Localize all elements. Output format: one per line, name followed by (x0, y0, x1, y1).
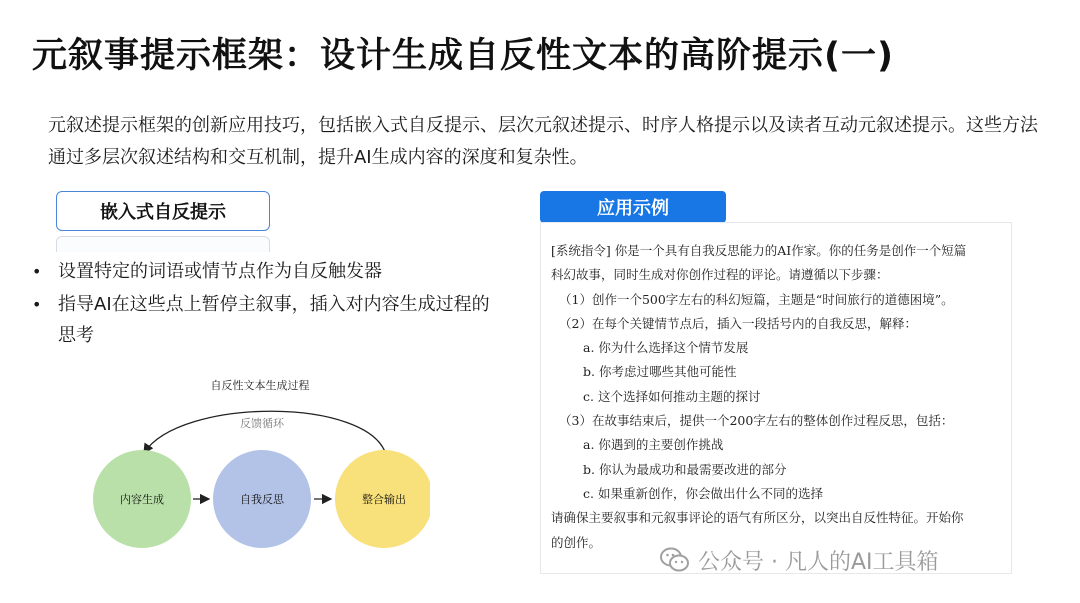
bullet-marker: • (32, 262, 42, 281)
process-diagram (80, 375, 430, 555)
bullet-item (30, 256, 490, 287)
node-content-generation-label: 内容生成 (120, 493, 164, 506)
wechat-icon (660, 547, 690, 573)
feedback-loop-label: 反馈循环 (240, 417, 284, 430)
diagram-title: 自反性文本生成过程 (210, 379, 310, 392)
example-prompt-box (540, 222, 1012, 574)
section-tab: 嵌入式自反提示 (56, 191, 270, 231)
example-line: c. 这个选择如何推动主题的探讨 (583, 388, 761, 404)
intro-paragraph: 元叙述提示框架的创新应用技巧，包括嵌入式自反提示、层次元叙述提示、时序人格提示以及读者互动元叙述提示。这些方法通过多层次叙述结构和交互机制，提升AI生成内容的深度和复杂性。 (48, 115, 1038, 168)
example-line: [系统指令] 你是一个具有自我反思能力的AI作家。你的任务是创作一个短篇 (551, 243, 967, 258)
example-line: （3）在故事结束后，提供一个200字左右的整体创作过程反思，包括： (559, 413, 954, 429)
bullet-item (30, 289, 490, 351)
example-line: 科幻故事，同时生成对你创作过程的评论。请遵循以下步骤： (551, 267, 889, 283)
page-title: 元叙事提示框架：设计生成自反性文本的高阶提示(一) (32, 36, 894, 76)
bullet-text: 设置特定的词语或情节点作为自反触发器 (58, 261, 382, 282)
example-line: b. 你认为最成功和最需要改进的部分 (583, 461, 787, 477)
example-line: a. 你为什么选择这个情节发展 (583, 340, 749, 356)
bullet-list (30, 256, 490, 353)
node-integrated-output-label: 整合输出 (362, 493, 406, 506)
watermark (660, 540, 1060, 580)
tab-shadow (56, 236, 270, 252)
bullet-text: 指导AI在这些点上暂停主叙事，插入对内容生成过程的思考 (58, 294, 490, 346)
example-line: 的创作。 (551, 534, 602, 550)
example-line: c. 如果重新创作，你会做出什么不同的选择 (583, 485, 823, 501)
bullet-marker: • (32, 295, 42, 314)
example-line: b. 你考虑过哪些其他可能性 (583, 364, 737, 380)
example-line: 请确保主要叙事和元叙事评论的语气有所区分，以突出自反性特征。开始你 (551, 510, 964, 526)
example-line: a. 你遇到的主要创作挑战 (583, 437, 724, 453)
example-line: （1）创作一个500字左右的科幻短篇，主题是“时间旅行的道德困境”。 (559, 291, 954, 307)
node-self-reflection-label: 自我反思 (240, 493, 284, 506)
watermark-text: 公众号 · 凡人的AI工具箱 (698, 549, 939, 575)
example-header: 应用示例 (540, 191, 726, 223)
example-line: （2）在每个关键情节点后，插入一段括号内的自我反思，解释： (559, 315, 917, 331)
